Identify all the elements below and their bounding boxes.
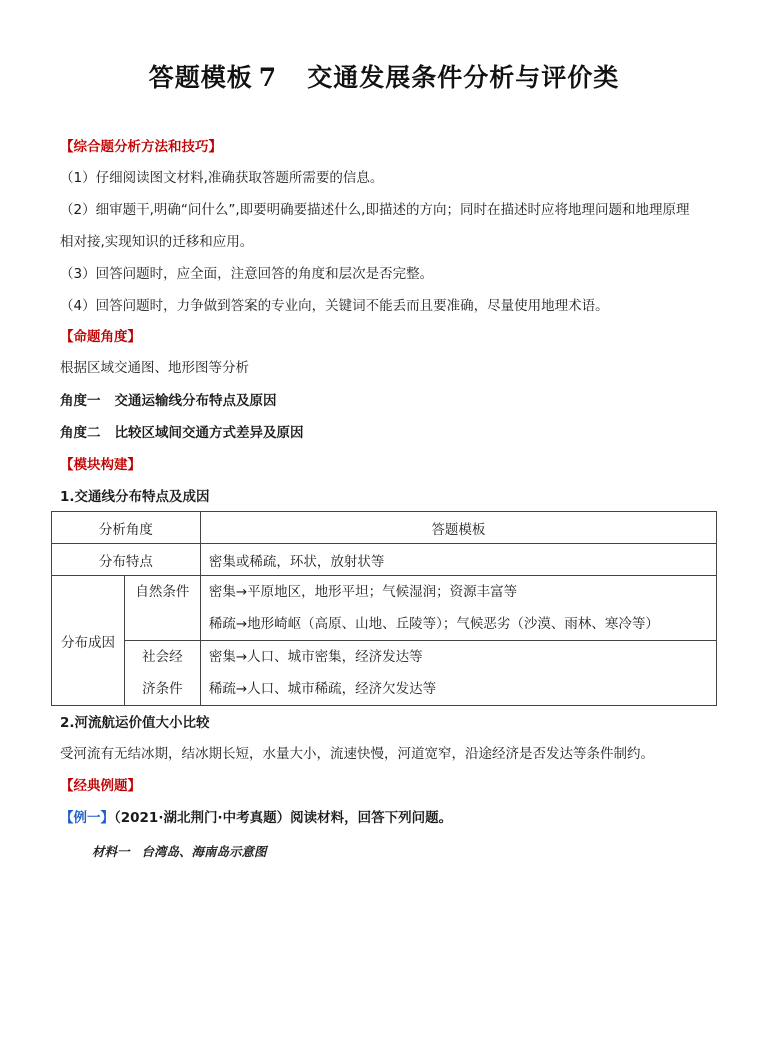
cause-label: 分布成因	[52, 576, 125, 706]
table-row-feature	[52, 544, 717, 576]
table-header-angle: 分析角度	[52, 512, 201, 544]
method-item-2: （2）细审题干,明确“问什么”,即要明确要描述什么,即描述的方向；同时在描述时应将地理问题和地理原理	[60, 202, 690, 218]
social-label	[124, 641, 200, 706]
table-header-row	[52, 512, 717, 544]
section-heading-angles: 【命题角度】	[60, 329, 141, 345]
section-heading-methods: 【综合题分析方法和技巧】	[60, 139, 222, 155]
angle-1	[60, 392, 277, 410]
example-1-tag: 【例一】	[60, 810, 114, 826]
table-row-social	[52, 641, 717, 706]
natural-dense: 密集→平原地区，地形平坦；气候湿润；资源丰富等	[208, 584, 518, 600]
example-1	[60, 809, 452, 827]
title-main: 答题模板	[148, 63, 253, 92]
river-text: 受河流有无结冰期，结冰期长短，水量大小，流速快慢，河道宽窄，沿途经济是否发达等条件制约。	[60, 746, 654, 762]
section-heading-module: 【模块构建】	[60, 457, 141, 473]
angle-1-text: 交通运输线分布特点及原因	[114, 393, 277, 409]
social-label-line-1: 社会经	[142, 649, 183, 665]
feature-value: 密集或稀疏，环状，放射状等	[200, 544, 716, 576]
method-item-2-cont: 相对接,实现知识的迁移和应用。	[60, 234, 254, 250]
method-item-1: （1）仔细阅读图文材料,准确获取答题所需要的信息。	[60, 170, 384, 186]
social-label-line-2: 济条件	[142, 681, 183, 697]
method-item-4: （4）回答问题时，力争做到答案的专业向，关键词不能丢而且要准确，尽量使用地理术语。	[60, 298, 609, 314]
subheading-river: 2.河流航运价值大小比较	[60, 715, 210, 731]
answer-template-table	[51, 511, 717, 706]
subheading-distribution: 1.交通线分布特点及成因	[60, 489, 210, 505]
table-row-natural	[52, 576, 717, 641]
example-1-text: （2021·湖北荆门·中考真题）阅读材料，回答下列问题。	[114, 810, 453, 826]
angle-2	[60, 424, 304, 442]
angles-intro: 根据区域交通图、地形图等分析	[60, 360, 249, 376]
social-dense: 密集→人口、城市密集，经济发达等	[208, 649, 423, 665]
natural-sparse: 稀疏→地形崎岖（高原、山地、丘陵等）；气候恶劣（沙漠、雨林、寒冷等）	[208, 616, 659, 632]
natural-label: 自然条件	[124, 576, 200, 641]
title-sub: 交通发展条件分析与评价类	[307, 63, 620, 92]
table-header-template: 答题模板	[200, 512, 716, 544]
method-item-3: （3）回答问题时，应全面，注意回答的角度和层次是否完整。	[60, 266, 434, 282]
material-caption	[92, 842, 267, 860]
page-title	[0, 58, 768, 94]
feature-label: 分布特点	[52, 544, 201, 576]
angle-2-text: 比较区域间交通方式差异及原因	[114, 425, 304, 441]
material-text: 台湾岛、海南岛示意图	[141, 844, 267, 859]
section-heading-examples: 【经典例题】	[60, 778, 141, 794]
social-sparse: 稀疏→人口、城市稀疏，经济欠发达等	[208, 681, 437, 697]
material-label: 材料一	[92, 844, 130, 859]
title-number: 7	[258, 63, 278, 92]
angle-2-label: 角度二	[60, 425, 101, 441]
natural-values	[200, 576, 716, 641]
social-values	[200, 641, 716, 706]
angle-1-label: 角度一	[60, 393, 101, 409]
